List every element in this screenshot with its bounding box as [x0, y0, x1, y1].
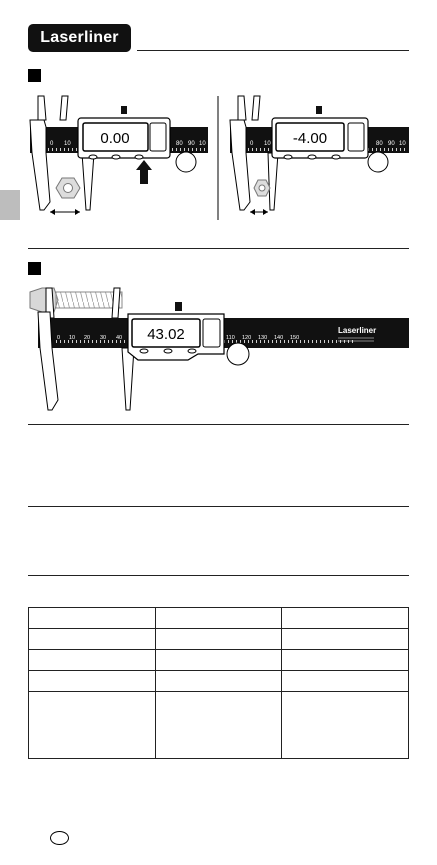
- header-rule: [137, 50, 409, 51]
- table-cell: [29, 671, 156, 692]
- svg-text:150: 150: [290, 335, 300, 341]
- press-arrow-icon: [136, 160, 152, 184]
- section-rule-2: [28, 424, 409, 425]
- table-row: [29, 608, 409, 629]
- section-rule-3: [28, 506, 409, 507]
- section-marker-2: [28, 262, 41, 275]
- svg-text:110: 110: [226, 335, 235, 341]
- svg-text:90: 90: [188, 141, 195, 147]
- table-row: [29, 629, 409, 650]
- table-cell: [155, 608, 282, 629]
- table-cell: [282, 671, 409, 692]
- right-display-value: -4.00: [292, 130, 328, 147]
- table-row: [29, 692, 409, 759]
- svg-text:10: 10: [64, 141, 71, 147]
- svg-text:0: 0: [250, 141, 254, 147]
- beam-brand: Laserliner: [338, 326, 377, 335]
- country-code-oval: [50, 831, 69, 845]
- svg-text:20: 20: [84, 335, 91, 341]
- svg-text:10: 10: [399, 141, 406, 147]
- left-display-value: 0.00: [100, 130, 130, 147]
- right-caliper: [230, 96, 409, 215]
- section-rule-4: [28, 575, 409, 576]
- svg-text:0: 0: [50, 141, 54, 147]
- figure-calipers-zero-offset: [28, 92, 409, 227]
- table-cell: [282, 608, 409, 629]
- svg-text:130: 130: [258, 335, 268, 341]
- left-caliper: [30, 96, 208, 215]
- svg-text:10: 10: [69, 335, 76, 341]
- svg-text:80: 80: [376, 141, 383, 147]
- table-cell: [282, 629, 409, 650]
- table-cell: [155, 671, 282, 692]
- table-cell: [155, 629, 282, 650]
- table-cell: [29, 629, 156, 650]
- svg-text:140: 140: [274, 335, 284, 341]
- section-text-1: [28, 432, 409, 498]
- table-cell: [29, 650, 156, 671]
- brand-logo: [28, 24, 131, 52]
- svg-text:40: 40: [116, 335, 123, 341]
- table-row: [29, 671, 409, 692]
- table-cell: [282, 692, 409, 759]
- svg-text:80: 80: [176, 141, 183, 147]
- section-rule-1: [28, 248, 409, 249]
- side-tab: [0, 190, 20, 220]
- screw-icon: [30, 288, 122, 312]
- svg-text:10: 10: [264, 141, 271, 147]
- table-cell: [282, 650, 409, 671]
- brand-logo-text: Laserliner: [40, 29, 119, 46]
- svg-text:90: 90: [388, 141, 395, 147]
- table-cell: [155, 650, 282, 671]
- svg-text:10: 10: [199, 141, 206, 147]
- figure-caliper-measuring-screw: [28, 282, 409, 414]
- svg-text:120: 120: [242, 335, 252, 341]
- section-text-2: [28, 514, 409, 568]
- table-cell: [29, 608, 156, 629]
- table-cell: [29, 692, 156, 759]
- main-display-value: 43.02: [147, 326, 185, 343]
- svg-text:30: 30: [100, 335, 107, 341]
- section-marker-1: [28, 69, 41, 82]
- table-row: [29, 650, 409, 671]
- table-cell: [155, 692, 282, 759]
- svg-text:0: 0: [57, 335, 61, 341]
- technical-data-table: [28, 607, 409, 759]
